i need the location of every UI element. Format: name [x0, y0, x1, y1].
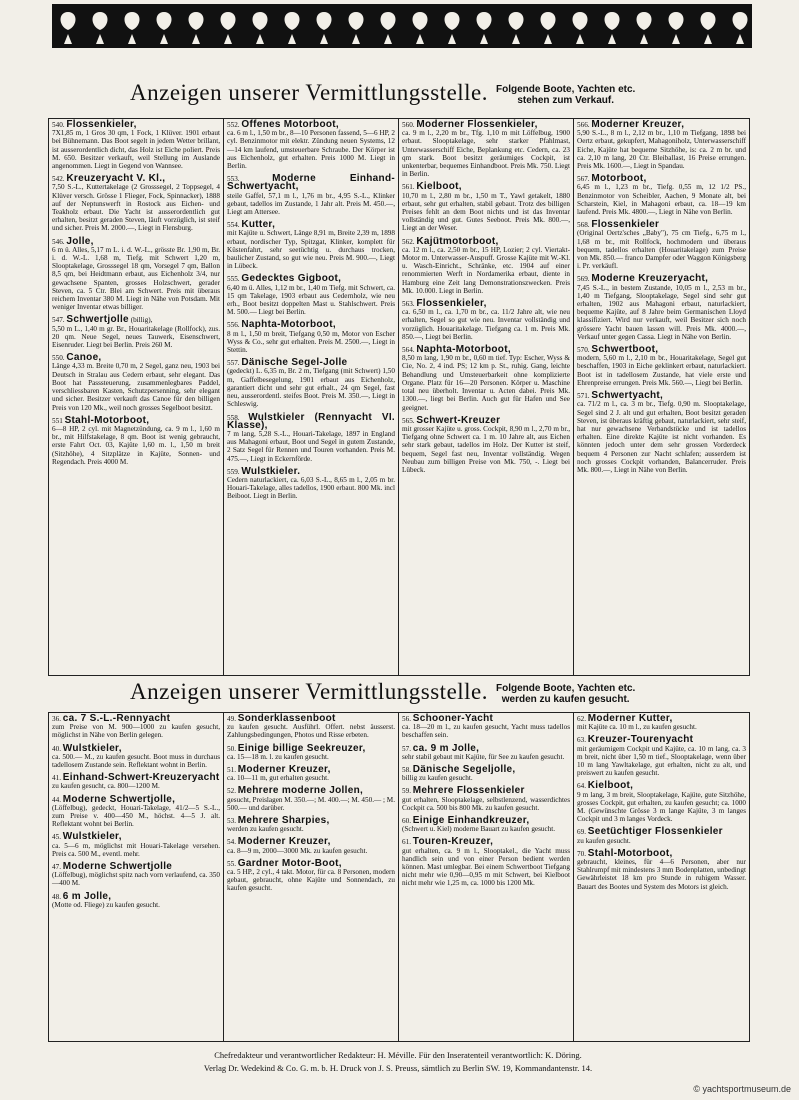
ad-number: 556. — [227, 321, 240, 330]
ad-title: Stahl-Motorboot, — [587, 847, 673, 859]
ad-text: (Löffelbug), gedeckt, Houari-Takelage, 41/2—5 S.-L., zum Preise v. 400—450 M., höchst. 4—5 J. alt. Reflektant wohnt bei Berlin. — [52, 803, 220, 829]
ad-number: 566. — [577, 121, 590, 129]
ad-number: 560. — [402, 121, 415, 129]
ad-column — [574, 713, 749, 1041]
ad-number: 50. — [227, 744, 236, 753]
ad-text: gut erhalten, ca. 9 m l., Slooptakel., die Yacht muss handlich sein und von einer Person bedient werden können. Mast umlegbar. Bei einem Schwertboot Tiefgang nicht mehr wie 0,90—0,95 m mit Schwert, bei Kielboot nicht mehr wie 1,25 m, ca. 1000 bis 1200 Mk. — [402, 846, 570, 888]
ad-title: Flossenkieler, — [66, 119, 137, 130]
ad-number: 40. — [52, 744, 61, 753]
ad-title: Kielboot, — [416, 181, 462, 193]
classified-ad — [52, 121, 220, 170]
classified-ad — [402, 766, 570, 782]
ad-number: 570. — [577, 346, 590, 355]
ad-number: 569. — [577, 275, 590, 284]
ad-title: Schwert-Kreuzer — [416, 414, 501, 426]
ad-text: ca. 6,50 m l., ca. 1,70 m br., ca. 11/2 Jahre alt, wie neu erhalten, Segel so gut wie neu. Inventar vollständig und vorzüglich. Houaritakelage. Tiefgang ca. 1 m. Preis Mk. 850.—, Liegt bei Berlin. — [402, 308, 570, 341]
ad-text: (Löffelbug), möglichst spitz nach vorn verlaufend, ca. 350—400 M. — [52, 871, 220, 888]
ad-column — [49, 119, 224, 675]
classified-ad — [52, 833, 220, 858]
ad-title: Einhand-Schwert-Kreuzeryacht — [62, 772, 220, 784]
ad-text: 9 m lang, 3 m breit, Slooptakelage, Kajüte, gute Sitzhöhe, grosses Cockpit, gut erhalten, zu kaufen gesucht; ca. 1000 M. (Gewünschte Grösse 3 m lange Kajüte, 3 m langes Cockpit und 3 m langes Vordeck. — [577, 790, 746, 824]
ad-number: 63. — [577, 736, 586, 745]
ad-title: Mehrere moderne Jollen, — [237, 785, 364, 797]
ad-text: werden zu kaufen gesucht. — [227, 825, 304, 834]
ad-text: ca. 6 m l., 1,50 m br., 8—10 Personen fassend, 5—6 HP, 2 cyl. Benzinmotor mit elektr. Zündung neuen Systems, 12—14 km laufend, umsteuerbare Schraube. Der Körper ist aus Eichenholz, gut erhalten. Preis 1000 M. Liegt in Berlin. — [227, 129, 395, 171]
classified-ad — [577, 715, 746, 731]
sale-heading-subtitle — [496, 84, 635, 106]
ad-text: ca. 71/2 m l., ca. 3 m br., Tiefg. 0,90 m. Slooptakelage, Segel sind 2 J. alt und gut erhalten, Boot besitzt geraden Steven, ist überaus kräftig gebaut, naturlackiert, sehr steif, hat nur gewachsene Verbandstücke und ist tadellos erhalten. Eine direkte Kajüte ist nicht vorhanden. Es könnten jedoch unter dem sehr grossen Vorderdeck bequem 4 Personen zur Nacht schlafen; ausserdem ist noch grosses Cockpit vorhanden, Balancerruder. Preis Mk. 800.—, Liegt in Nähe von Berlin. — [577, 400, 746, 474]
ad-text: billig zu kaufen gesucht. — [402, 774, 473, 783]
classified-ad — [577, 847, 746, 891]
ad-title: Jolle, — [66, 235, 94, 247]
classified-ad — [402, 183, 570, 232]
ad-text: ca. 15—18 m. l. zu kaufen gesucht. — [227, 752, 329, 761]
classified-ad — [227, 359, 395, 408]
ad-title: Dänische Segel-Jolle — [241, 357, 348, 369]
ad-text: ca. 5—6 m, möglichst mit Houari-Takelage versehen. Preis ca. 500 M., eventl. mehr. — [52, 841, 220, 858]
ad-text: mit Kajüte ca. 10 m l., zu kaufen gesucht. — [577, 723, 697, 732]
wanted-ads-grid — [48, 712, 750, 1042]
ad-column — [574, 119, 749, 675]
classified-ad — [227, 838, 395, 854]
ad-number: 49. — [227, 715, 236, 723]
classified-ad — [52, 890, 220, 909]
ad-title: Schwertboot, — [591, 344, 659, 356]
ad-title: Moderner Kreuzer, — [237, 764, 331, 776]
ad-text: 8 m l., 1,50 m breit, Tiefgang 0,50 m, Motor von Escher Wyss & Co., sehr gut erhalten. Preis M. 2500.—, Liegt in Stettin. — [227, 329, 395, 355]
ad-title: Kajütmotorboot, — [416, 235, 499, 247]
ad-title: Moderner Flossenkieler, — [416, 119, 538, 130]
ad-number: 69. — [577, 828, 586, 837]
ad-number: 567. — [577, 175, 590, 184]
ad-text: zum Preise von M. 900—1000 zu kaufen gesucht, möglichst in Nähe von Berlin gelegen. — [52, 723, 220, 740]
ad-number: 552. — [227, 121, 240, 129]
ad-text: mit grosser Kajüte u. gross. Cockpit, 8,90 m l., 2,70 m br., Tiefgang ohne Schwert ca. 1 m. 10 Jahre alt, aus Eichen sehr stark gebaut, tadellos im Holz. Der Kutter ist steif, bequem, Segel fast neu, Inventar vollständig. Wegen Neubau zum billigen Preise von Mk. 750, -. Liegt bei Lübeck. — [402, 424, 570, 474]
classified-ad — [52, 316, 220, 349]
ad-column — [224, 119, 399, 675]
classified-ad — [227, 175, 395, 216]
classified-ad — [52, 354, 220, 411]
ad-number: 53. — [227, 817, 236, 826]
ad-number: 52. — [227, 787, 236, 796]
ornamental-border — [52, 4, 752, 48]
ad-text: gut erhalten, Slooptakelage, selbstlenzend, wasserdichtes Cockpit ca. 500 bis 800 Mk. zu kaufen gesucht. — [402, 795, 570, 812]
ad-text: 7,50 S.-L., Kuttertakelage (2 Grosssegel, 2 Toppsegel, 4 Klüver versch. Grösse 1 Flieger, Fock, Spinnacker), 1888 auf der Neptunswerft in Rostock aus Eichen- und Teakholz erbaut. Die Yacht ist ausserordentlich gut erhalten, besitzt geraden Steven, läuft vorzüglich, ist steif und sicher. Preis M. 2000.—, Liegt in Flensburg. — [52, 183, 220, 233]
ad-number: 557. — [227, 359, 240, 368]
ad-number: 58. — [402, 766, 411, 775]
ad-text: gesucht, Preislagen M. 350.—; M. 400.—; M. 450.— ; M. 500.— und darüber. — [227, 795, 395, 812]
ad-text: 8,50 m lang, 1,90 m br., 0,60 m tief. Typ: Escher, Wyss & Cie, No. 2, 4 ind. PS; 12 km p. St., ruhig. Gang, leichte Behandlung und Umsteuerbarkeit ohne komplizierte Organe. Platz für 16—20 Personen. Körper u. Maschine total neu überholt. Inventar u. Acten dabei. Preis Mk. 1300.—, liegt bei Berlin. Auch gut für Hafen und See geeignet. — [402, 354, 570, 412]
ad-number: 47. — [52, 863, 61, 872]
ad-text: (Original Oertz'sches „Baby"), 75 cm Tiefg., 6,75 m l., 1,68 m br., mit Rollfock, hochmodern und überaus bequem, tadellos erhalten (Houaritakelage) zum Preise von Mk. 850.— franco Dampfer oder Waggon Königsberg i. Pr. verkäufl. — [577, 229, 746, 271]
ad-title: Naphta-Motorboot, — [241, 319, 336, 331]
ad-title: Wulstkieler (Rennyacht VI. Klasse), — [227, 411, 395, 431]
ad-text: ca. 8—9 m, 2000—3000 Mk. zu kaufen gesucht. — [227, 846, 368, 855]
ad-column — [399, 119, 574, 675]
watermark: © yachtsportmuseum.de — [693, 1084, 791, 1094]
ad-number: 45. — [52, 833, 61, 842]
classified-ad — [577, 175, 746, 216]
ad-text: ca. 12 m l., ca. 2,50 m br., 15 HP, Lozier; 2 cyl. Viertakt-Motor m. Unterwasser-Auspuff. Grosse Kajüte mit W.-Kl. u. Wasch-Einricht., Schränke, etc. 1904 auf einer renommierten Werft in Nordamerika erbaut, diente in Hamburg eine Zeit lang Demonstrationszwecken. Preis Mk. 10.000. Liegt in Berlin. — [402, 245, 570, 295]
ad-column — [224, 713, 399, 1041]
classified-ad — [577, 392, 746, 474]
ad-number: 542. — [52, 175, 65, 184]
ad-title: Naphta-Motorboot, — [416, 344, 511, 356]
ad-title: Flossenkieler — [591, 219, 660, 231]
wanted-heading-subtitle — [496, 683, 635, 705]
classified-ad — [227, 465, 395, 501]
wanted-heading-title: Anzeigen unserer Vermittlungsstelle. — [130, 679, 489, 704]
ad-number: 559. — [227, 467, 240, 476]
ad-text: ca. 9 m l., 2,20 m br., Tfg. 1,10 m mit Löffelbug, 1900 erbaut. Slooptakelage, sehr starker Pfahlmast, Unterwasserschiff Eiche, Beplankung etc. Cedern, ca. 23 qm stark. Boot besitzt geräumiges Cockpit, ist unkenterbar, bequemes Einhandboot. Preis Mk. 750. Liegt in Berlin. — [402, 129, 570, 179]
ad-number: 61. — [402, 838, 411, 847]
ad-title: Touren-Kreuzer, — [412, 836, 494, 848]
ad-number: 571. — [577, 392, 590, 401]
ad-number: 562. — [402, 237, 415, 246]
classified-ad — [52, 863, 220, 888]
classified-ad — [227, 221, 395, 270]
ad-number: 57. — [402, 744, 411, 753]
ad-text: 6,40 m ü. Alles, 1,12 m br., 1,40 m Tiefg. mit Schwert, ca. 15 qm Takelage, 1903 erbaut aus Cedernholz, wie neu erh., Boot besitzt doppelten Mast u. Stahlschwert. Preis M. 500.— Liegt bei Berlin. — [227, 283, 395, 317]
ad-number: 41. — [52, 774, 61, 783]
imprint-line-2: Verlag Dr. Wedekind & Co. G. m. b. H. Druck von J. S. Preuss, sämtlich zu Berlin SW. 19, Kommandantenstr. 14. — [203, 1063, 593, 1073]
classified-ad — [402, 414, 570, 474]
ad-number: 555. — [227, 275, 240, 284]
classified-ad — [227, 857, 395, 893]
ad-title: 6 m Jolle, — [62, 890, 112, 902]
classified-ad — [227, 121, 395, 170]
wanted-heading-sub1: Folgende Boote, Yachten etc. — [496, 683, 636, 694]
ad-title: Mehrere Sharpies, — [237, 815, 330, 827]
sale-heading-sub1: Folgende Boote, Yachten etc. — [496, 84, 636, 95]
ad-title: Kreuzeryacht V. Kl., — [66, 173, 166, 185]
classified-ad — [52, 175, 220, 232]
ad-text: (Schwert u. Kiel) moderne Bauart zu kaufen gesucht. — [402, 825, 556, 834]
classified-ad — [227, 411, 395, 463]
ad-number: 547. — [52, 316, 65, 325]
classified-ad — [402, 235, 570, 295]
classified-ad — [227, 715, 395, 740]
ad-title: Moderne Einhand-Schwertyacht, — [227, 173, 395, 193]
ad-number: 64. — [577, 782, 586, 791]
classified-ad — [402, 300, 570, 341]
imprint — [48, 1049, 748, 1075]
classified-ad — [52, 414, 220, 466]
ad-number: 564. — [402, 346, 415, 355]
ad-text: zu kaufen gesucht. — [577, 836, 631, 845]
ad-text: 6 m ü. Alles, 5,17 m L. i. d. W.-L., grösste Br. 1,90 m, Br. i. d. W.-L. 1,68 m, Tiefg. mit Schwert 1,20 m, Slooptakelage, Grosssegel 18 qm, Vorsegel 7 qm, Ballon 8,5 qm, bei Heidtmann erbaut, aus Eichenholz 3/4, nur gewachsene Spanten, grosses Holzschwert, gerader Steven, ca. 5 Ctr. Blei am Schwert. Preis mit überaus reichem Inventar 380 M. Liegt in Nähe von Potsdam. Mit weniger Inventar etwas billiger. — [52, 245, 220, 312]
ad-number: 561. — [402, 183, 415, 192]
classified-ad — [52, 715, 220, 740]
classified-ad — [577, 121, 746, 170]
ad-text: 6—8 HP, 2 cyl. mit Magnetzündung, ca. 9 m l., 1,60 m br., mit Hilfstakelage, 8 qm. Boot ist wenig gebraucht, erste Fahrt Oct. 03, Kajüte 1,60 m. l., 1,50 m breit (Sitzhöhe), 4 Sitzplätze in Kajüte, Sonnen- und Regendach. Preis 4000 M. — [52, 424, 220, 466]
ad-number: 60. — [402, 817, 411, 826]
wanted-heading-sub2: werden zu kaufen gesucht. — [501, 694, 630, 705]
classified-ad — [227, 817, 395, 833]
ad-text: (Motte od. Fliege) zu kaufen gesucht. — [52, 900, 160, 909]
ad-text: sehr stabil gebaut mit Kajüte, für See zu kaufen gesucht. — [402, 752, 565, 761]
ad-title: Wulstkieler, — [62, 742, 122, 754]
ad-number: 546. — [52, 237, 65, 246]
sale-ads-grid — [48, 118, 750, 676]
ad-column — [49, 713, 224, 1041]
ad-title: ca. 9 m Jolle, — [412, 742, 480, 754]
ad-text: (gedeckt) L. 6,35 m, Br. 2 m, Tiefgang (mit Schwert) 1,50 m, Gaffelbesegelung, 1901 erbaut aus Eichenholz, garantiert dicht und sehr gut erhalt., 24 qm Segel, fast neu, ausserordentl. steifes Boot. Preis M. 350.—, Liegt in Schleswig. — [227, 367, 395, 409]
ad-title: Seetüchtiger Flossenkieler — [587, 826, 723, 838]
ad-title: Mehrere Flossenkieler — [412, 785, 525, 797]
ad-title: Gardner Motor-Boot, — [237, 857, 342, 869]
ad-number: 553. — [227, 175, 240, 184]
classified-ad — [227, 321, 395, 354]
ad-title: Einige Einhandkreuzer, — [412, 815, 530, 827]
classified-ad — [577, 782, 746, 823]
classified-ad — [227, 787, 395, 812]
ad-number: 51. — [227, 766, 236, 775]
ad-text: mit geräumigem Cockpit und Kajüte, ca. 10 m lang, ca. 3 m breit, nicht über 1,50 m tief., Slooptakelage, wenn über 10 m lang Yawltakelage, gut erhalten, nicht zu alt, und preiswert zu kaufen gesucht. — [577, 744, 746, 778]
classified-ad — [402, 346, 570, 412]
ad-title: ca. 7 S.-L.-Rennyacht — [62, 713, 171, 724]
ad-text: Cedern naturlackiert, ca. 6,03 S.-L., 8,65 m l., 2,05 m br. Houari-Takelage, alles tadellos, 1900 erbaut. 800 Mk. incl Beiboot. Liegt in Berlin. — [227, 475, 395, 501]
ad-title: Canoe, — [66, 352, 102, 364]
classified-ad — [402, 742, 570, 761]
ad-text: zu kaufen gesucht. Ausführl. Offert. nebst äusserst. Zahlungsbedingungen, Photos und Risse erbeten. — [227, 723, 395, 740]
classified-ad — [577, 346, 746, 387]
ad-text: modern, 5,60 m l., 2,10 m br., Houaritakelage, Segel gut beschaffen, 1903 in Eiche geklinkert erbaut, naturlackiert. Boot ist in tadellosem Zustande, hat viele erste und Ehrenpreise errungen. Preis Mk. 560.—, Liegt bei Berlin. — [577, 354, 746, 387]
classified-ad — [52, 793, 220, 829]
ad-title: Moderner Kutter, — [587, 713, 673, 724]
ad-number: 36. — [52, 715, 61, 723]
sale-heading-title: Anzeigen unserer Vermittlungsstelle. — [130, 80, 489, 105]
ad-number: 62. — [577, 715, 586, 723]
ad-title: Wulstkieler. — [241, 465, 301, 477]
ad-title: Moderne Kreuzeryacht, — [591, 273, 709, 285]
ad-number: 551 — [52, 416, 63, 425]
ad-text: zu kaufen gesucht, ca. 800—1200 M. — [52, 782, 160, 791]
ad-title: Kutter, — [241, 219, 276, 231]
ad-text: 7 m lang, 5,28 S.-L., Houari-Takelage, 1897 in England aus Mahagoni erbaut, Boot und Segel in gutem Zustande, 2 Satz Segel für Rennen und Touren vorhanden. Preis M. 475.—, Liegt in Eckernförde. — [227, 429, 395, 463]
classified-ad — [52, 235, 220, 312]
ad-text: Länge 4,33 m. Breite 0,70 m, 2 Segel, ganz neu, 1903 bei Deutsch in Stralau aus Cedern erbaut, sehr elegant. Das Boot hat Passsteuerung, zusammenlegbares Paddel, verschliessbaren Kasten, Schutzpersenning, sehr elegant und sicher. Besitzer verkauft das Canoe für den billigen Preis von 120 Mk., weil noch grosses Segelboot besitzt. — [52, 362, 220, 412]
ad-number: 554. — [227, 221, 240, 230]
ad-title: Kielboot, — [587, 780, 634, 792]
ad-text: 10,70 m l., 2,80 m br., 1,50 m T., Yawl getakelt, 1880 erbaut, sehr gut erhalten, stabil gebaut. Trotz des billigen Preises fehlt an dem Boot nichts und ist das Inventar vollständig und gut. Gutes Seeboot. Preis Mk. 800.—, Liegt an der Weser. — [402, 191, 570, 233]
ad-title-extra: (billig), — [130, 316, 153, 325]
sale-section-heading — [130, 80, 750, 106]
wanted-section-heading — [130, 679, 750, 705]
ad-number: 558. — [227, 413, 240, 422]
ad-title: Schooner-Yacht — [412, 713, 494, 724]
ad-column — [399, 713, 574, 1041]
classified-ad — [402, 817, 570, 833]
ad-number: 70. — [577, 849, 586, 858]
ad-title: Dänische Segeljolle, — [412, 764, 516, 776]
ad-text: ca. 5 HP., 2 cyl., 4 takt. Motor, für ca. 8 Personen, modern gebaut, gebraucht, ohne Kajüte und Sonnendach, zu kaufen gesucht. — [227, 868, 395, 893]
classified-ad — [227, 766, 395, 782]
ad-number: 56. — [402, 715, 411, 723]
ad-text: 7X1,85 m, 1 Gros 30 qm, 1 Fock, 1 Klüver. 1901 erbaut bei Bühnemann. Das Boot segelt in jedem Wetter brillant, ist ausserordentlich dicht, das Holz ist Eiche poliert. Preis M. 650. Besitzer verkauft, weil Stellung im Auslande angenommen. Liegt in Gegend von Wannsee. — [52, 129, 220, 171]
ad-text: 5,90 S.-L., 8 m l., 2,12 m br., 1,10 m Tiefgang, 1898 bei Oertz erbaut, gekupfert, Mahagoniholz, Unterwasserschiff Eiche, Kajüte hat bequeme Sitzhöhe, is: ca. 2 m br. und ca. 2,10 m lang, 20 Ctr. Bleiballast, 16 Preise errungen. Preis Mk. 1600.—, Liegt in Spandau. — [577, 129, 746, 171]
classified-ad — [577, 736, 746, 777]
ad-title: Gedecktes Gigboot, — [241, 273, 342, 285]
ad-title: Einige billige Seekreuzer, — [237, 742, 366, 754]
ad-number: 550. — [52, 354, 65, 363]
ad-text: gebraucht, kleines, für 4—6 Personen, aber nur Stahlrumpf mit mindestens 3 mm Bodenplatten, unbedingt Gewährleistet 18 km pro Stunde in ruhigem Wasser. Bauart des Bootes und System des Motors ist gleich. — [577, 858, 746, 891]
ad-number: 565. — [402, 416, 415, 425]
classified-ad — [227, 742, 395, 761]
ad-number: 563. — [402, 300, 415, 309]
classified-ad — [52, 742, 220, 770]
ad-number: 55. — [227, 859, 236, 868]
ad-text: ca. 500.— M., zu kaufen gesucht. Boot muss in durchaus tadellosem Zustande sein. Reflektant wohnt in Berlin. — [52, 752, 220, 770]
classified-ad — [577, 221, 746, 270]
classified-ad — [402, 121, 570, 178]
ad-number: 59. — [402, 787, 411, 796]
ad-number: 54. — [227, 838, 236, 847]
ad-text: ca. 18—20 m l., zu kaufen gesucht, Yacht muss tadellos beschaffen sein. — [402, 723, 570, 740]
ad-title: Moderner Kreuzer, — [237, 836, 331, 848]
classified-ad — [402, 838, 570, 887]
ad-title: Sonderklassenboot — [237, 713, 336, 724]
classified-ad — [227, 275, 395, 316]
ad-number: 540. — [52, 121, 65, 129]
ad-title: Wulstkieler, — [62, 831, 122, 843]
ad-text: mit Kajüte u. Schwert, Länge 8,91 m, Breite 2,39 m, 1898 erbaut, nordischer Typ, Spitzgat, Klinker, komplett für Küstenfahrt, sehr seetüchtig u. durchaus trocken, baulicher Zustand, so gut wie neu. Preis M. 900.—, Liegt in Lübeck. — [227, 229, 395, 271]
ad-text: 5,50 m L., 1,40 m gr. Br., Houaritakelage (Rollfock), zus. 20 qm. Neue Segel, neues Tauwerk, Eisenschwert, Eisenruder. Liegt bei Berlin. Preis 260 M. — [52, 324, 220, 350]
ad-text: 6,45 m l., 1,23 m br., Tiefg. 0,55 m, 12 1/2 PS., Benzinmotor von Scheibler, Aachen, 9 Monate alt, bei Scharstein, Kiel, in Mahagoni erbaut, ca. 18—19 km laufend. Preis Mk. 4800.—, Liegt in Nähe von Berlin. — [577, 183, 746, 217]
classified-ad — [577, 828, 746, 844]
ad-text: ca. 10—11 m, gut erhalten gesucht. — [227, 774, 329, 783]
ad-text: steile Gaffel, 57,1 m l., 1,76 m br., 4,95 S.-L., Klinker gebaut, tadellos im Zustande, 1 Jahr alt. Preis M. 450.—, Liegt am Attersee. — [227, 191, 395, 217]
ad-title: Schwertjolle — [66, 314, 129, 326]
classified-ad — [402, 787, 570, 812]
classified-ad — [402, 715, 570, 740]
ad-title: Offenes Motorboot, — [241, 119, 339, 130]
ad-number: 568. — [577, 221, 590, 230]
classified-ad — [52, 774, 220, 790]
ad-title: Moderner Kreuzer, — [591, 119, 685, 130]
ad-title: Schwertyacht, — [591, 390, 664, 402]
ad-text: 7,45 S.-L., in bestem Zustande, 10,05 m l., 2,53 m br., 1,40 m Tiefgang, Slooptakelage, Segel sind sehr gut erhalten, 1902 aus Mahagoni erbaut, naturlackiert, bequeme Kajüte, auf 8 Jahre beim Germanischen Lloyd klassifiziert. Wird nur verkauft, weil Besitzer sich noch grössere Yacht bauen lassen will. Preis Mk. 4000.—, Verkauf unter gegen Cassa. Liegt in Nähe von Berlin. — [577, 283, 746, 341]
ad-title: Flossenkieler, — [416, 298, 487, 310]
ad-title: Moderne Schwertjolle, — [62, 793, 176, 805]
ad-title: Motorboot, — [591, 173, 647, 185]
sale-heading-sub2: stehen zum Verkauf. — [517, 95, 615, 106]
imprint-line-1: Chefredakteur und verantwortlicher Redakteur: H. Méville. Für den Inseratenteil verantwortlich: K. Döring. — [214, 1050, 582, 1060]
ad-title: Stahl-Motorboot, — [64, 414, 150, 426]
ad-title: Kreuzer-Tourenyacht — [587, 734, 694, 746]
classified-ad — [577, 275, 746, 341]
ad-number: 44. — [52, 795, 61, 804]
ad-number: 48. — [52, 892, 61, 901]
ad-title: Moderne Schwertjolle — [62, 861, 173, 873]
